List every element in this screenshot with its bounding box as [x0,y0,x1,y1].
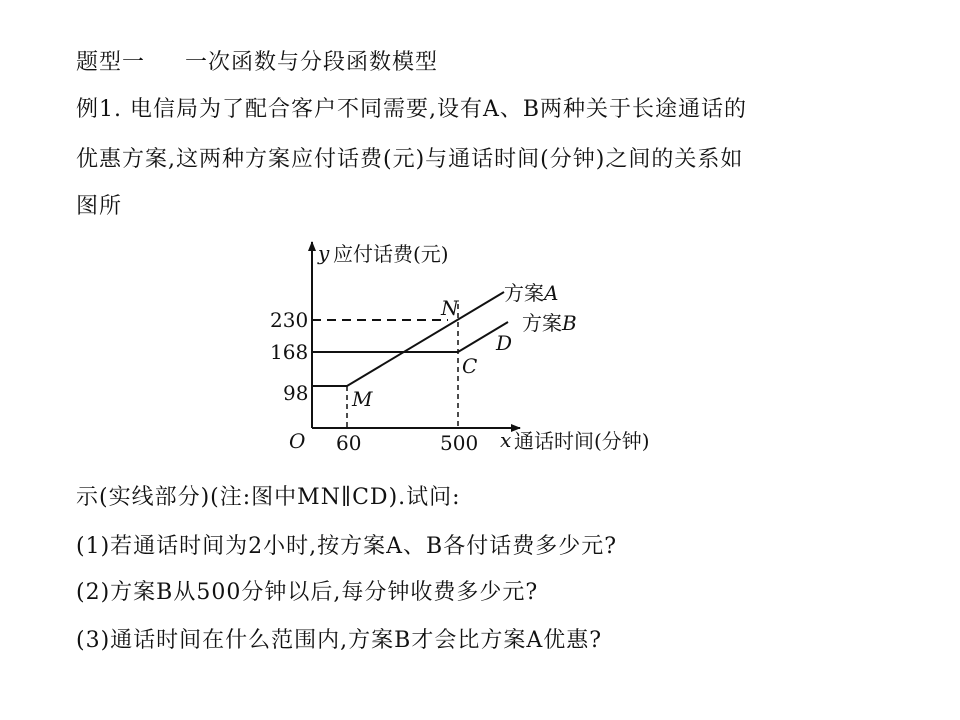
y-axis-label: 应付话费(元) [333,242,449,266]
section-label: 题型一 [76,50,146,75]
point-m-label: M [352,387,373,411]
plan-a-series-label [504,281,558,305]
y-axis-variable: y [318,241,330,265]
problem-line-4: 示(实线部分)(注:图中MN∥CD).试问: [76,485,461,510]
problem-line-2: 优惠方案,这两种方案应付话费(元)与通话时间(分钟)之间的关系如 [76,147,744,172]
point-n-label: N [441,296,459,320]
point-c-label: C [462,354,478,378]
section-title: 一次函数与分段函数模型 [185,50,439,75]
y-tick-98: 98 [283,381,309,405]
problem-line-3: 图所 [76,194,123,219]
problem-line-1: 例1. 电信局为了配合客户不同需要,设有A、B两种关于长途通话的 [76,97,748,122]
plan-a-letter: A [544,281,559,305]
plan-b-prefix: 方案 [522,311,562,335]
point-d-label: D [496,331,513,355]
plan-b-series-label [522,311,577,335]
question-3: (3)通话时间在什么范围内,方案B才会比方案A优惠? [76,628,603,653]
plan-b-letter: B [562,311,577,335]
y-tick-168: 168 [270,340,309,364]
y-tick-230: 230 [270,308,309,332]
x-axis-variable: x [500,428,512,452]
question-2: (2)方案B从500分钟以后,每分钟收费多少元? [76,580,539,605]
question-1: (1)若通话时间为2小时,按方案A、B各付话费多少元? [76,534,618,559]
x-axis-label: 通话时间(分钟) [514,429,650,453]
origin-label: O [289,429,306,453]
x-tick-500: 500 [440,431,479,455]
x-tick-60: 60 [336,431,362,455]
plan-a-prefix: 方案 [504,281,544,305]
